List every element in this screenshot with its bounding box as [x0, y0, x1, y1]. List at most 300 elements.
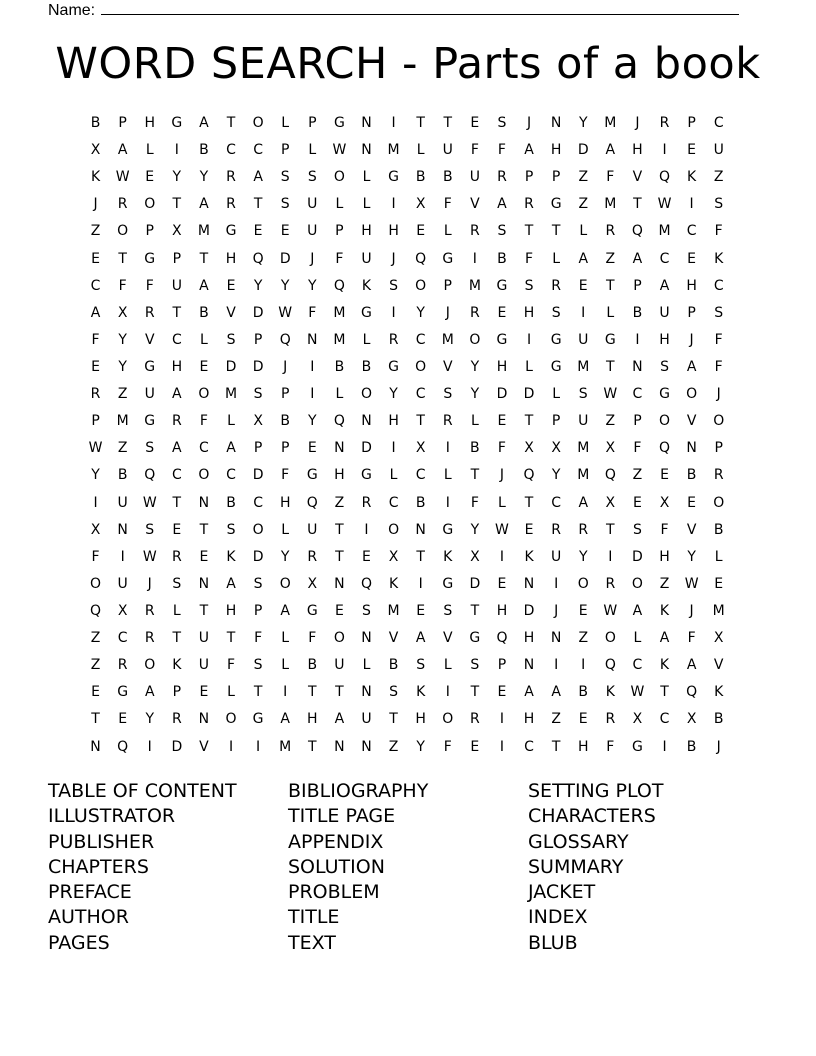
grid-letter[interactable]: Q: [523, 467, 535, 484]
grid-letter[interactable]: F: [226, 657, 236, 674]
grid-letter[interactable]: G: [631, 738, 643, 755]
grid-letter[interactable]: F: [443, 196, 452, 213]
grid-letter[interactable]: W: [684, 575, 699, 592]
grid-letter[interactable]: V: [226, 304, 236, 321]
grid-letter[interactable]: D: [252, 467, 264, 484]
grid-letter[interactable]: Z: [90, 223, 101, 240]
grid-letter[interactable]: O: [415, 277, 427, 294]
grid-letter[interactable]: N: [632, 358, 643, 375]
grid-letter[interactable]: A: [117, 142, 128, 159]
grid-letter[interactable]: R: [171, 413, 182, 430]
grid-letter[interactable]: D: [577, 142, 589, 159]
grid-letter[interactable]: I: [472, 250, 477, 267]
grid-letter[interactable]: E: [687, 142, 697, 159]
grid-letter[interactable]: N: [550, 630, 562, 647]
grid-letter[interactable]: Z: [632, 467, 643, 484]
grid-letter[interactable]: L: [525, 358, 533, 375]
grid-letter[interactable]: B: [713, 711, 724, 728]
grid-letter[interactable]: J: [310, 250, 315, 267]
grid-letter[interactable]: R: [307, 548, 318, 565]
grid-letter[interactable]: Z: [578, 630, 589, 647]
grid-letter[interactable]: H: [496, 602, 508, 619]
grid-letter[interactable]: I: [418, 575, 423, 592]
grid-letter[interactable]: C: [632, 657, 643, 674]
grid-letter[interactable]: X: [686, 711, 697, 728]
grid-letter[interactable]: C: [226, 142, 236, 159]
grid-letter[interactable]: G: [496, 331, 508, 348]
grid-letter[interactable]: Y: [687, 548, 696, 565]
grid-letter[interactable]: M: [577, 467, 590, 484]
grid-letter[interactable]: G: [225, 223, 237, 240]
grid-letter[interactable]: E: [362, 548, 371, 565]
grid-letter[interactable]: N: [686, 440, 697, 457]
grid-letter[interactable]: S: [145, 440, 155, 457]
grid-letter[interactable]: L: [362, 196, 371, 213]
grid-letter[interactable]: X: [117, 304, 128, 321]
grid-letter[interactable]: X: [605, 494, 616, 511]
grid-letter[interactable]: J: [526, 115, 532, 131]
grid-letter[interactable]: T: [172, 304, 182, 321]
grid-letter[interactable]: O: [144, 196, 156, 213]
grid-letter[interactable]: S: [497, 223, 507, 240]
grid-letter[interactable]: A: [686, 358, 697, 375]
grid-letter[interactable]: L: [443, 223, 452, 240]
grid-letter[interactable]: P: [253, 602, 263, 619]
grid-letter[interactable]: S: [280, 196, 290, 213]
grid-letter[interactable]: U: [307, 223, 318, 240]
grid-letter[interactable]: E: [632, 494, 642, 511]
grid-letter[interactable]: Y: [578, 548, 588, 565]
grid-letter[interactable]: U: [578, 331, 589, 348]
grid-letter[interactable]: V: [442, 630, 453, 647]
grid-letter[interactable]: A: [172, 440, 182, 457]
grid-letter[interactable]: I: [174, 142, 179, 159]
grid-letter[interactable]: B: [307, 657, 318, 674]
grid-letter[interactable]: D: [171, 738, 183, 755]
grid-letter[interactable]: W: [115, 169, 130, 186]
grid-letter[interactable]: T: [416, 413, 425, 430]
grid-letter[interactable]: S: [443, 386, 453, 403]
grid-letter[interactable]: F: [525, 250, 534, 267]
grid-letter[interactable]: Z: [578, 169, 589, 186]
grid-letter[interactable]: H: [415, 711, 426, 728]
grid-letter[interactable]: R: [469, 711, 480, 728]
grid-letter[interactable]: F: [145, 277, 154, 294]
grid-letter[interactable]: Y: [389, 386, 398, 403]
grid-letter[interactable]: J: [716, 738, 721, 755]
grid-letter[interactable]: B: [632, 304, 643, 321]
grid-letter[interactable]: X: [172, 223, 182, 240]
grid-letter[interactable]: I: [93, 494, 98, 511]
grid-letter[interactable]: Q: [144, 467, 156, 484]
grid-letter[interactable]: E: [118, 711, 128, 728]
grid-letter[interactable]: P: [633, 413, 642, 430]
grid-letter[interactable]: S: [660, 358, 669, 375]
grid-letter[interactable]: I: [554, 575, 559, 592]
grid-letter[interactable]: R: [361, 494, 372, 511]
grid-letter[interactable]: F: [91, 331, 100, 348]
grid-letter[interactable]: F: [254, 630, 263, 647]
grid-letter[interactable]: J: [716, 386, 721, 403]
grid-letter[interactable]: F: [606, 738, 615, 755]
grid-letter[interactable]: A: [551, 684, 561, 701]
grid-letter[interactable]: R: [605, 575, 616, 592]
grid-letter[interactable]: U: [361, 250, 372, 267]
grid-letter[interactable]: Y: [172, 169, 182, 186]
grid-letter[interactable]: D: [252, 358, 264, 375]
grid-letter[interactable]: B: [497, 250, 507, 267]
grid-letter[interactable]: W: [603, 602, 618, 619]
grid-letter[interactable]: P: [335, 223, 344, 240]
grid-letter[interactable]: E: [280, 223, 290, 240]
grid-letter[interactable]: Q: [306, 494, 318, 511]
grid-letter[interactable]: N: [361, 630, 372, 647]
grid-letter[interactable]: M: [604, 196, 617, 213]
grid-letter[interactable]: G: [550, 331, 562, 348]
grid-letter[interactable]: W: [603, 386, 618, 403]
grid-letter[interactable]: Z: [334, 494, 345, 511]
grid-letter[interactable]: M: [333, 331, 346, 348]
grid-letter[interactable]: H: [659, 331, 670, 348]
grid-letter[interactable]: Q: [604, 657, 616, 674]
grid-letter[interactable]: M: [658, 223, 671, 240]
grid-letter[interactable]: K: [714, 684, 724, 701]
grid-letter[interactable]: O: [252, 115, 264, 131]
grid-letter[interactable]: P: [308, 115, 317, 131]
grid-letter[interactable]: R: [144, 602, 155, 619]
grid-letter[interactable]: I: [120, 548, 125, 565]
grid-letter[interactable]: G: [550, 358, 562, 375]
grid-letter[interactable]: C: [713, 115, 724, 131]
grid-letter[interactable]: P: [443, 277, 452, 294]
grid-letter[interactable]: C: [524, 738, 534, 755]
grid-letter[interactable]: P: [91, 413, 100, 430]
grid-letter[interactable]: A: [605, 142, 616, 159]
grid-letter[interactable]: M: [604, 115, 617, 131]
grid-letter[interactable]: I: [499, 738, 505, 755]
grid-letter[interactable]: K: [659, 602, 670, 619]
grid-letter[interactable]: P: [524, 169, 534, 186]
grid-letter[interactable]: O: [469, 331, 481, 348]
grid-letter[interactable]: A: [524, 142, 534, 159]
grid-letter[interactable]: K: [443, 548, 453, 565]
grid-letter[interactable]: K: [361, 277, 372, 294]
grid-letter[interactable]: L: [335, 196, 344, 213]
grid-letter[interactable]: W: [332, 142, 347, 159]
grid-letter[interactable]: N: [198, 494, 210, 511]
grid-letter[interactable]: S: [172, 575, 182, 592]
grid-letter[interactable]: H: [577, 738, 589, 755]
grid-letter[interactable]: D: [225, 358, 237, 375]
grid-letter[interactable]: M: [197, 223, 210, 240]
grid-letter[interactable]: G: [442, 575, 454, 592]
grid-letter[interactable]: F: [443, 738, 452, 755]
grid-letter[interactable]: A: [578, 494, 589, 511]
grid-letter[interactable]: X: [388, 548, 399, 565]
grid-letter[interactable]: C: [117, 630, 128, 647]
grid-letter[interactable]: N: [361, 413, 372, 430]
grid-letter[interactable]: I: [608, 548, 613, 565]
grid-letter[interactable]: Z: [605, 413, 616, 430]
grid-letter[interactable]: U: [198, 657, 210, 674]
grid-letter[interactable]: H: [388, 223, 399, 240]
grid-letter[interactable]: E: [199, 548, 209, 565]
grid-letter[interactable]: L: [281, 521, 290, 538]
grid-letter[interactable]: T: [606, 277, 615, 294]
grid-letter[interactable]: P: [145, 223, 154, 240]
grid-letter[interactable]: G: [306, 602, 318, 619]
grid-letter[interactable]: I: [391, 440, 396, 457]
grid-letter[interactable]: U: [198, 630, 210, 647]
grid-letter[interactable]: M: [441, 331, 454, 348]
grid-letter[interactable]: A: [144, 684, 155, 701]
grid-letter[interactable]: O: [252, 521, 264, 538]
grid-letter[interactable]: J: [635, 115, 640, 131]
grid-letter[interactable]: T: [551, 738, 561, 755]
grid-letter[interactable]: Y: [199, 169, 209, 186]
grid-letter[interactable]: Y: [416, 738, 425, 755]
grid-letter[interactable]: O: [713, 494, 725, 511]
grid-letter[interactable]: S: [362, 602, 371, 619]
grid-letter[interactable]: J: [391, 250, 396, 267]
grid-letter[interactable]: F: [118, 277, 127, 294]
grid-letter[interactable]: N: [334, 440, 345, 457]
grid-letter[interactable]: A: [415, 630, 426, 647]
grid-letter[interactable]: O: [144, 657, 156, 674]
grid-letter[interactable]: G: [144, 358, 156, 375]
grid-letter[interactable]: X: [713, 630, 724, 647]
grid-letter[interactable]: R: [144, 304, 155, 321]
grid-letter[interactable]: R: [226, 169, 236, 186]
grid-letter[interactable]: H: [171, 358, 183, 375]
grid-letter[interactable]: W: [657, 196, 672, 213]
grid-letter[interactable]: O: [225, 711, 237, 728]
grid-letter[interactable]: X: [253, 413, 263, 430]
grid-letter[interactable]: I: [391, 115, 396, 131]
grid-letter[interactable]: H: [523, 711, 535, 728]
grid-letter[interactable]: N: [117, 521, 128, 538]
grid-letter[interactable]: Y: [118, 331, 127, 348]
grid-letter[interactable]: Y: [416, 304, 425, 321]
grid-letter[interactable]: B: [713, 521, 724, 538]
grid-letter[interactable]: Q: [333, 277, 345, 294]
grid-letter[interactable]: S: [389, 684, 399, 701]
grid-letter[interactable]: O: [198, 386, 210, 403]
grid-letter[interactable]: F: [497, 440, 506, 457]
grid-letter[interactable]: S: [253, 575, 263, 592]
grid-letter[interactable]: R: [469, 223, 480, 240]
grid-letter[interactable]: R: [713, 467, 724, 484]
grid-letter[interactable]: Z: [90, 657, 101, 674]
grid-letter[interactable]: L: [714, 548, 723, 565]
grid-letter[interactable]: O: [388, 521, 400, 538]
grid-letter[interactable]: T: [308, 684, 317, 701]
grid-letter[interactable]: P: [253, 331, 263, 348]
grid-letter[interactable]: X: [90, 521, 101, 538]
grid-letter[interactable]: F: [308, 630, 317, 647]
grid-letter[interactable]: L: [362, 331, 371, 348]
grid-letter[interactable]: G: [306, 467, 318, 484]
grid-letter[interactable]: T: [389, 711, 398, 728]
grid-letter[interactable]: W: [278, 304, 293, 321]
grid-letter[interactable]: L: [362, 657, 371, 674]
grid-letter[interactable]: E: [687, 250, 697, 267]
grid-letter[interactable]: T: [172, 630, 182, 647]
grid-letter[interactable]: T: [416, 115, 425, 131]
grid-letter[interactable]: N: [415, 521, 426, 538]
grid-letter[interactable]: A: [199, 115, 209, 131]
grid-letter[interactable]: N: [198, 711, 210, 728]
grid-letter[interactable]: A: [632, 250, 643, 267]
grid-letter[interactable]: A: [659, 630, 670, 647]
grid-letter[interactable]: H: [632, 142, 643, 159]
grid-letter[interactable]: L: [498, 494, 506, 511]
grid-letter[interactable]: I: [662, 738, 667, 755]
grid-letter[interactable]: Q: [90, 602, 102, 619]
grid-letter[interactable]: M: [468, 277, 481, 294]
grid-letter[interactable]: T: [443, 115, 453, 131]
grid-letter[interactable]: E: [91, 250, 100, 267]
grid-letter[interactable]: B: [415, 169, 426, 186]
grid-letter[interactable]: R: [171, 711, 182, 728]
grid-letter[interactable]: G: [388, 358, 399, 375]
grid-letter[interactable]: J: [689, 331, 694, 348]
grid-letter[interactable]: R: [605, 711, 616, 728]
grid-letter[interactable]: Y: [145, 711, 155, 728]
grid-letter[interactable]: B: [280, 413, 290, 430]
grid-letter[interactable]: A: [280, 602, 290, 619]
grid-letter[interactable]: M: [387, 602, 400, 619]
grid-letter[interactable]: X: [605, 440, 616, 457]
grid-letter[interactable]: P: [551, 169, 561, 186]
grid-letter[interactable]: A: [253, 169, 263, 186]
grid-letter[interactable]: R: [117, 657, 128, 674]
grid-letter[interactable]: I: [364, 521, 369, 538]
grid-letter[interactable]: L: [227, 413, 235, 430]
grid-letter[interactable]: G: [388, 169, 399, 186]
grid-letter[interactable]: L: [470, 413, 479, 430]
grid-letter[interactable]: T: [470, 467, 480, 484]
grid-letter[interactable]: N: [523, 657, 535, 674]
grid-letter[interactable]: B: [90, 115, 101, 131]
grid-letter[interactable]: E: [497, 304, 507, 321]
grid-letter[interactable]: Y: [308, 413, 317, 430]
grid-letter[interactable]: Q: [252, 250, 264, 267]
grid-letter[interactable]: D: [496, 386, 508, 403]
grid-letter[interactable]: H: [550, 142, 562, 159]
grid-letter[interactable]: L: [606, 304, 615, 321]
grid-letter[interactable]: U: [659, 304, 670, 321]
grid-letter[interactable]: L: [145, 142, 154, 159]
grid-letter[interactable]: R: [551, 521, 561, 538]
grid-letter[interactable]: E: [470, 738, 480, 755]
grid-letter[interactable]: Z: [388, 738, 399, 755]
grid-letter[interactable]: E: [199, 684, 209, 701]
grid-letter[interactable]: A: [524, 684, 534, 701]
grid-letter[interactable]: E: [687, 494, 697, 511]
grid-letter[interactable]: C: [226, 467, 236, 484]
grid-letter[interactable]: K: [659, 657, 670, 674]
grid-letter[interactable]: L: [552, 250, 561, 267]
grid-letter[interactable]: E: [172, 521, 182, 538]
grid-letter[interactable]: S: [632, 521, 642, 538]
grid-letter[interactable]: J: [499, 467, 505, 484]
grid-letter[interactable]: C: [686, 223, 697, 240]
grid-letter[interactable]: X: [415, 440, 426, 457]
grid-letter[interactable]: D: [252, 304, 264, 321]
grid-letter[interactable]: N: [523, 575, 535, 592]
grid-letter[interactable]: U: [117, 494, 128, 511]
grid-letter[interactable]: O: [333, 630, 345, 647]
grid-letter[interactable]: E: [91, 358, 100, 375]
grid-letter[interactable]: J: [147, 575, 152, 592]
grid-letter[interactable]: V: [199, 738, 209, 755]
grid-letter[interactable]: M: [224, 386, 238, 403]
grid-letter[interactable]: I: [445, 494, 450, 511]
grid-letter[interactable]: K: [416, 684, 426, 701]
grid-letter[interactable]: P: [253, 440, 263, 457]
grid-letter[interactable]: I: [526, 331, 532, 348]
grid-letter[interactable]: T: [226, 630, 236, 647]
grid-letter[interactable]: R: [551, 277, 561, 294]
grid-letter[interactable]: D: [632, 548, 643, 565]
grid-letter[interactable]: B: [117, 467, 128, 484]
grid-letter[interactable]: E: [578, 277, 588, 294]
grid-letter[interactable]: F: [91, 548, 100, 565]
grid-letter[interactable]: C: [415, 331, 426, 348]
grid-letter[interactable]: A: [632, 602, 643, 619]
grid-letter[interactable]: L: [443, 657, 452, 674]
grid-letter[interactable]: Y: [470, 386, 480, 403]
grid-letter[interactable]: A: [226, 440, 236, 457]
grid-letter[interactable]: A: [226, 575, 236, 592]
grid-letter[interactable]: L: [389, 467, 398, 484]
grid-letter[interactable]: Y: [280, 277, 290, 294]
grid-letter[interactable]: S: [714, 304, 724, 321]
grid-letter[interactable]: C: [171, 331, 182, 348]
grid-letter[interactable]: K: [714, 250, 724, 267]
grid-letter[interactable]: I: [256, 738, 261, 755]
grid-letter[interactable]: Y: [280, 548, 290, 565]
grid-letter[interactable]: P: [172, 250, 182, 267]
grid-letter[interactable]: Z: [578, 196, 589, 213]
grid-letter[interactable]: F: [281, 467, 290, 484]
grid-letter[interactable]: S: [443, 602, 453, 619]
grid-letter[interactable]: E: [578, 602, 588, 619]
grid-letter[interactable]: S: [307, 169, 317, 186]
grid-letter[interactable]: B: [199, 142, 209, 159]
grid-letter[interactable]: P: [280, 440, 290, 457]
grid-letter[interactable]: N: [550, 115, 562, 131]
grid-letter[interactable]: V: [686, 521, 697, 538]
grid-letter[interactable]: U: [307, 521, 318, 538]
grid-letter[interactable]: U: [551, 548, 562, 565]
grid-letter[interactable]: S: [280, 169, 290, 186]
grid-letter[interactable]: U: [469, 169, 480, 186]
grid-letter[interactable]: V: [632, 169, 643, 186]
grid-letter[interactable]: O: [442, 711, 454, 728]
grid-letter[interactable]: Q: [604, 467, 616, 484]
grid-letter[interactable]: B: [361, 358, 372, 375]
grid-letter[interactable]: O: [198, 467, 210, 484]
grid-letter[interactable]: R: [388, 331, 399, 348]
grid-letter[interactable]: E: [91, 684, 100, 701]
grid-letter[interactable]: V: [144, 331, 155, 348]
grid-letter[interactable]: E: [497, 575, 507, 592]
grid-letter[interactable]: K: [524, 548, 534, 565]
grid-letter[interactable]: O: [117, 223, 129, 240]
grid-letter[interactable]: F: [308, 304, 317, 321]
